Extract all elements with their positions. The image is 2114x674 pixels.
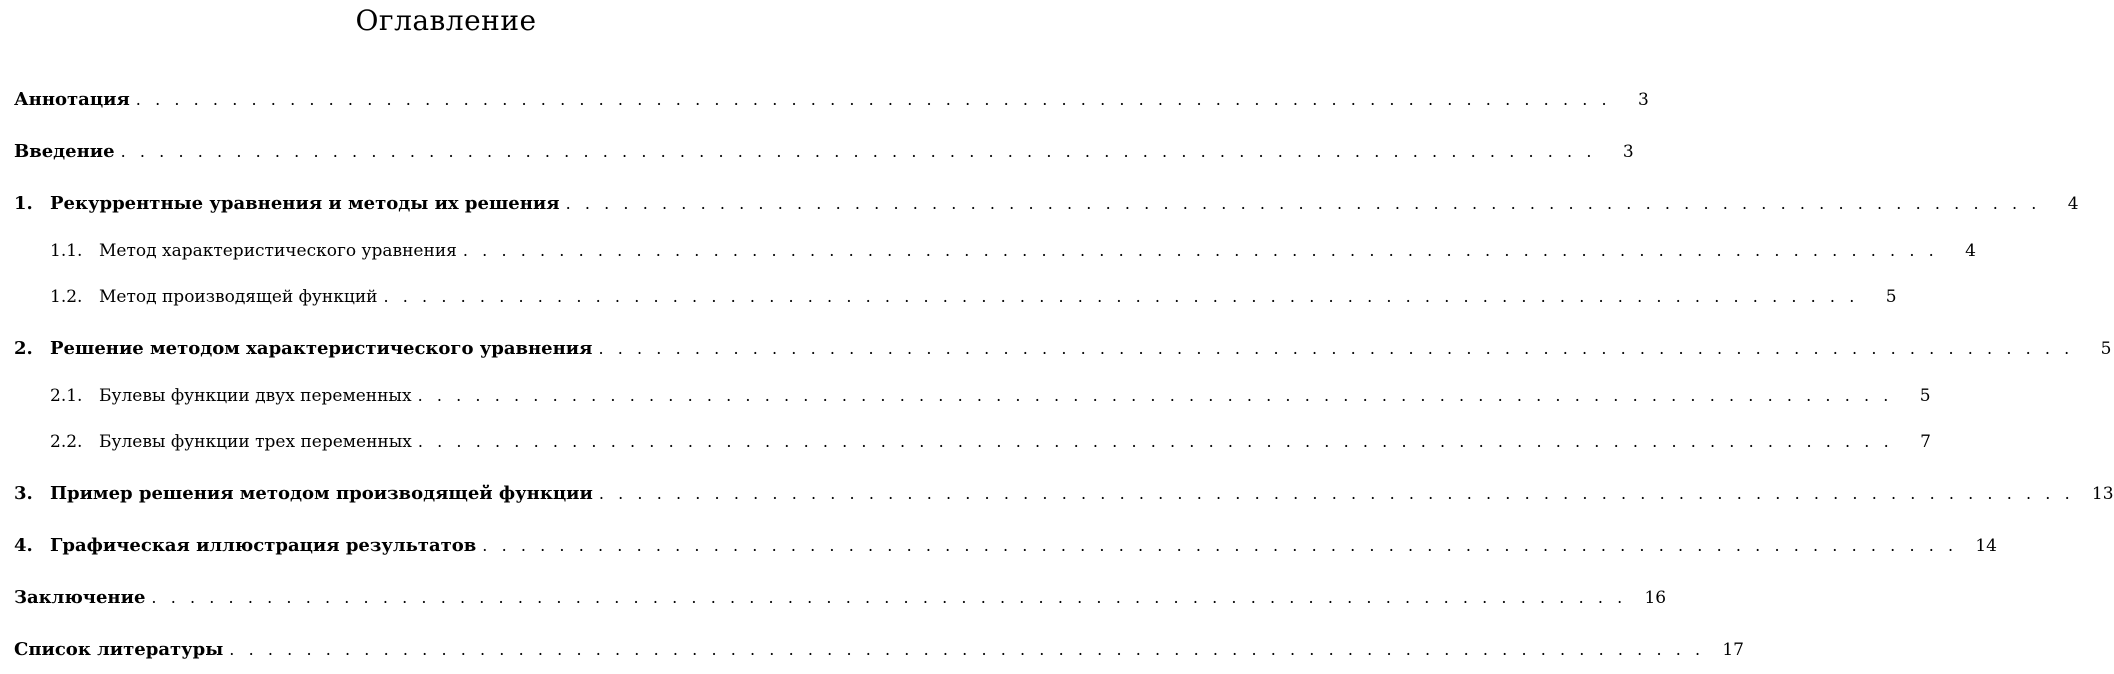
toc-entry[interactable] <box>14 140 1634 164</box>
toc-dot-leader: ............................................................................. <box>417 432 1903 451</box>
toc-entry-page: 13 <box>2091 484 2114 504</box>
toc-entry-title: Заключение <box>14 586 151 610</box>
toc-entry-title: Булевы функции двух переменных <box>99 384 418 408</box>
toc-entry[interactable] <box>14 482 2114 506</box>
toc-entry-title: Решение методом характеристического уравнения <box>50 337 598 361</box>
toc-dot-leader: ............................................................................. <box>229 640 1715 659</box>
toc-entry-page: 5 <box>1919 386 1931 406</box>
toc-entry[interactable] <box>14 88 1649 112</box>
toc-entry-number: 1. <box>14 193 33 214</box>
toc-entry-title: Булевы функции трех переменных <box>99 430 418 454</box>
toc-entry-title: Метод характеристического уравнения <box>99 239 463 263</box>
toc-entry[interactable] <box>14 638 1744 662</box>
toc-dot-leader: ............................................................................. <box>482 536 1968 555</box>
toc-dot-leader: ............................................................................. <box>135 90 1621 109</box>
toc-dot-leader: ............................................................................. <box>598 484 2084 503</box>
toc-subentry[interactable] <box>50 239 1976 263</box>
toc-dot-leader: ............................................................................. <box>417 386 1903 405</box>
toc-entry-number: 2. <box>14 338 33 359</box>
toc-entry-number: 2.2. <box>50 432 83 452</box>
toc-entry-number: 2.1. <box>50 386 83 406</box>
toc-entry-page: 3 <box>1637 90 1649 110</box>
toc-entry-title: Пример решения методом производящей функции <box>50 482 599 506</box>
toc-entry-page: 3 <box>1622 142 1634 162</box>
toc-dot-leader: ............................................................................. <box>151 588 1637 607</box>
toc-entry[interactable] <box>14 192 2079 216</box>
toc-entry-page: 5 <box>1885 287 1897 307</box>
toc-entry-title: Метод производящей функций <box>99 285 383 309</box>
toc-entry-title: Аннотация <box>14 88 136 112</box>
toc-entry-number: 3. <box>14 483 33 504</box>
toc-dot-leader: ............................................................................. <box>598 339 2084 358</box>
toc-entry-number: 1.1. <box>50 241 83 261</box>
toc-entry-page: 17 <box>1722 640 1744 660</box>
toc-entry-page: 7 <box>1920 432 1931 452</box>
toc-entry-number: 1.2. <box>50 287 83 307</box>
toc-entry-page: 4 <box>2067 194 2079 214</box>
toc-entry-title: Графическая иллюстрация результатов <box>50 534 482 558</box>
toc-subentry[interactable] <box>50 430 1931 454</box>
toc-entry-page: 5 <box>2100 339 2112 359</box>
toc-subentry[interactable] <box>50 384 1931 408</box>
page-title: Оглавление <box>355 4 537 37</box>
toc-entry-page: 4 <box>1965 241 1976 261</box>
toc-dot-leader: ............................................................................. <box>462 241 1948 260</box>
toc-dot-leader: ............................................................................. <box>383 287 1869 306</box>
toc-dot-leader: ............................................................................. <box>120 142 1606 161</box>
toc-entry-page: 16 <box>1644 588 1667 608</box>
toc-entry-page: 14 <box>1975 536 1997 556</box>
toc-entry-title: Введение <box>14 140 121 164</box>
toc-entry-number: 4. <box>14 535 33 556</box>
toc-subentry[interactable] <box>50 285 1897 309</box>
toc-entry[interactable] <box>14 586 1667 610</box>
toc-entry[interactable] <box>14 337 2112 361</box>
toc-entry-title: Список литературы <box>14 638 229 662</box>
toc-dot-leader: ............................................................................. <box>565 194 2051 213</box>
toc-entry-title: Рекуррентные уравнения и методы их решения <box>50 192 566 216</box>
toc-entry[interactable] <box>14 534 1997 558</box>
